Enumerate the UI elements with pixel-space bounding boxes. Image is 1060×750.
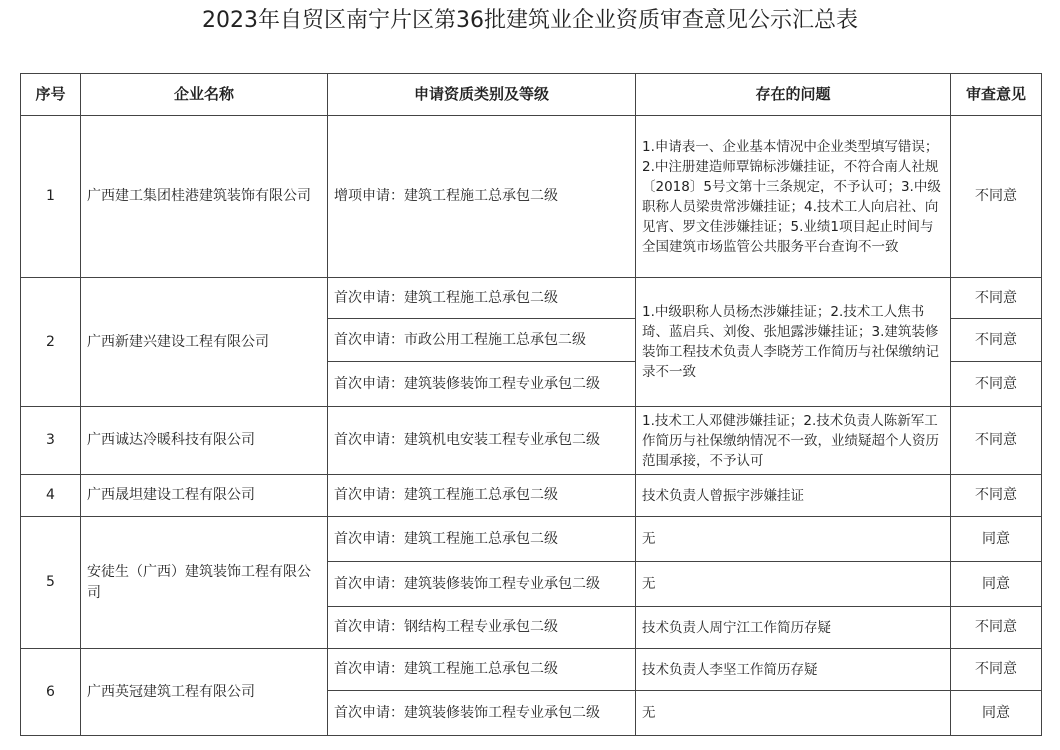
header-company: 企业名称 [81, 74, 328, 116]
table-row [21, 407, 1042, 475]
table-row [21, 116, 1042, 278]
opinion: 不同意 [951, 649, 1042, 691]
table-row [21, 517, 1042, 562]
issue-text: 技术负责人李坚工作简历存疑 [636, 649, 951, 691]
company-name: 安徒生（广西）建筑装饰工程有限公司 [81, 517, 328, 649]
header-issues: 存在的问题 [636, 74, 951, 116]
opinion: 不同意 [951, 607, 1042, 649]
qualification: 首次申请：建筑装修装饰工程专业承包二级 [328, 691, 636, 736]
opinion: 不同意 [951, 475, 1042, 517]
qualification: 首次申请：建筑机电安装工程专业承包二级 [328, 407, 636, 475]
qualification: 首次申请：建筑装修装饰工程专业承包二级 [328, 362, 636, 407]
row-no: 4 [21, 475, 81, 517]
qualification: 首次申请：钢结构工程专业承包二级 [328, 607, 636, 649]
opinion: 同意 [951, 562, 1042, 607]
row-no: 1 [21, 116, 81, 278]
header-no: 序号 [21, 74, 81, 116]
issue-text: 无 [636, 691, 951, 736]
qualification: 首次申请：建筑工程施工总承包二级 [328, 475, 636, 517]
row-no: 2 [21, 278, 81, 407]
issue-text: 无 [636, 517, 951, 562]
company-name: 广西诚达冷暖科技有限公司 [81, 407, 328, 475]
table-header-row [21, 74, 1042, 116]
company-name: 广西英冠建筑工程有限公司 [81, 649, 328, 736]
table-row [21, 649, 1042, 691]
opinion: 不同意 [951, 319, 1042, 362]
issue-text: 1.技术工人邓健涉嫌挂证；2.技术负责人陈新军工作简历与社保缴纳情况不一致，业绩疑超个人资历范围承接，不予认可 [636, 407, 951, 475]
table-row [21, 475, 1042, 517]
company-name: 广西新建兴建设工程有限公司 [81, 278, 328, 407]
opinion: 不同意 [951, 278, 1042, 319]
qualification: 首次申请：建筑工程施工总承包二级 [328, 278, 636, 319]
header-qualification: 申请资质类别及等级 [328, 74, 636, 116]
qualification: 首次申请：建筑装修装饰工程专业承包二级 [328, 562, 636, 607]
page-title: 2023年自贸区南宁片区第36批建筑业企业资质审查意见公示汇总表 [202, 8, 858, 33]
row-no: 3 [21, 407, 81, 475]
issue-text: 无 [636, 562, 951, 607]
issue-text: 1.中级职称人员杨杰涉嫌挂证；2.技术工人焦书琦、蓝启兵、刘俊、张旭露涉嫌挂证；3.建筑装修装饰工程技术负责人李晓芳工作简历与社保缴纳记录不一致 [636, 278, 951, 407]
opinion: 不同意 [951, 362, 1042, 407]
issue-text: 技术负责人曾振宇涉嫌挂证 [636, 475, 951, 517]
qualification: 首次申请：市政公用工程施工总承包二级 [328, 319, 636, 362]
opinion: 不同意 [951, 407, 1042, 475]
opinion: 同意 [951, 691, 1042, 736]
header-opinion: 审查意见 [951, 74, 1042, 116]
qualification: 首次申请：建筑工程施工总承包二级 [328, 517, 636, 562]
qualification: 增项申请：建筑工程施工总承包二级 [328, 116, 636, 278]
opinion: 同意 [951, 517, 1042, 562]
qualification: 首次申请：建筑工程施工总承包二级 [328, 649, 636, 691]
table-row [21, 278, 1042, 319]
row-no: 5 [21, 517, 81, 649]
qualification-review-table [20, 73, 1042, 736]
company-name: 广西建工集团桂港建筑装饰有限公司 [81, 116, 328, 278]
issue-text: 技术负责人周宁江工作简历存疑 [636, 607, 951, 649]
row-no: 6 [21, 649, 81, 736]
opinion: 不同意 [951, 116, 1042, 278]
issue-text: 1.申请表一、企业基本情况中企业类型填写错误；2.中注册建造师覃锦标涉嫌挂证，不符合南人社规〔2018〕5号文第十三条规定，不予认可；3.中级职称人员梁贵常涉嫌挂证；4.技术工人向启社、向见宵、罗文佳涉嫌挂证；5.业绩1项目起止时间与全国建筑市场监管公共服务平台查询不一致 [636, 116, 951, 278]
company-name: 广西晟坦建设工程有限公司 [81, 475, 328, 517]
